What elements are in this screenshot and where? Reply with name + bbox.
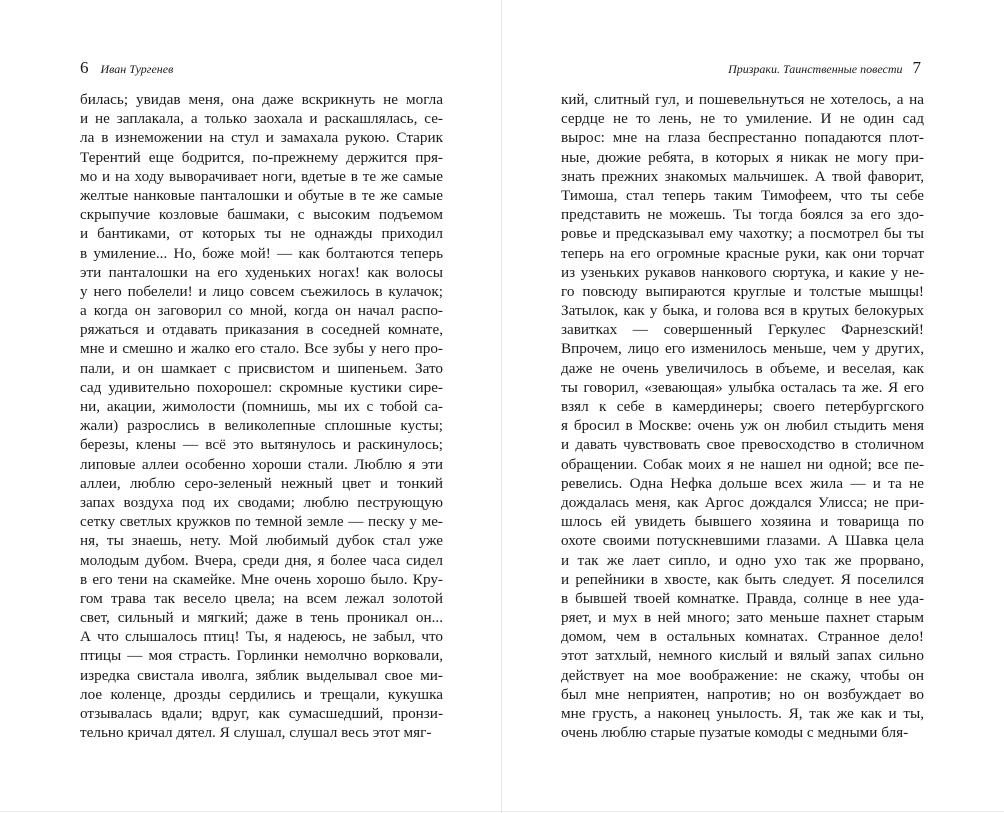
text-line: липовые аллеи особенно хороши стали. Люблю я эти (80, 455, 443, 473)
text-line: жали) разрослись в великолепные сплошные кусты; (80, 417, 443, 435)
text-line: знать прежних знакомых мальчишек. А твой фаворит, (561, 167, 924, 185)
text-line: и бантиками, от которых ты не однажды приходил (80, 225, 443, 243)
text-line: ни, акации, жимолости (помнишь, мы их с тобой са- (80, 398, 443, 415)
text-line: в умиление... Но, боже мой! — как болтаются теперь (80, 244, 443, 262)
right-page (502, 0, 1004, 813)
right-page-number: 7 (912, 58, 921, 77)
text-line: ня, ты знаешь, нету. Мой любимый дубок стал уже (80, 532, 443, 550)
text-line: теперь на его огромные красные руки, как они торчат (561, 244, 924, 262)
text-line: в его тени на скамейке. Мне очень хорошо было. Кру- (80, 570, 443, 588)
text-line: мне и смешно и жалко его стало. Все зубы у него про- (80, 340, 443, 358)
text-line: обращении. Собак моих я не нашел ни одной; все пе- (561, 455, 924, 473)
text-line: у него побелели! и лицо совсем съежилось в кулачок; (80, 282, 443, 300)
text-line: березы, клены — всё это вытянулось и раскинулось; (80, 436, 443, 454)
text-line: очень люблю старые пузатые комоды с медными бля- (561, 724, 909, 742)
left-page-header (80, 58, 173, 80)
right-page-header (728, 58, 921, 80)
text-line: эти панталошки на его худеньких ногах! как волосы (80, 263, 443, 281)
right-page-body-text (561, 90, 924, 742)
text-line: взял к себе в камердинеры; своего петербургского (561, 398, 924, 415)
text-line: и репейники в хвосте, как быть следует. Я поселился (561, 570, 924, 588)
text-line: и не заплакала, а только заохала и раскашлялась, се- (80, 110, 443, 128)
text-line: ты говорил, «зевающая» улыбка осталась та же. Я его (561, 378, 924, 396)
text-line: сетку светлых кружков по темной земле — песку у ме- (80, 513, 443, 531)
text-line: отзывалась вдали; вдруг, как сумасшедший, пронзи- (80, 705, 443, 722)
text-line: запах воздуха под их сводами; люблю пеструющую (80, 493, 443, 511)
text-line: даже не очень увеличилось в объеме, и веселая, как (561, 359, 924, 377)
left-page-number: 6 (80, 58, 89, 77)
text-line: мо и на ходу выворачивает ноги, вдетые в те же самые (80, 167, 443, 185)
text-line: молодым дубом. Вчера, среди дня, я более часа сидел (80, 551, 443, 569)
text-line: Терентий еще бодрится, по-прежнему держится пря- (80, 148, 443, 166)
text-line: шлось ей увидеть бывшего хозяина и товарища по (561, 513, 924, 531)
text-line: завитках — совершенный Геркулес Фарнезский! (561, 321, 924, 339)
text-line: охоте своими потускневшими глазами. А Шавка цела (561, 532, 924, 550)
text-line: этот затхлый, немного кислый и вялый запах сильно (561, 647, 924, 665)
text-line: ряжаться и отдавать приказания в соседней комнате, (80, 321, 443, 339)
text-line: действует на мое воображение: не скажу, чтобы он (561, 666, 924, 684)
text-line: и так же лает сипло, и одно ухо так же прорвано, (561, 551, 924, 569)
text-line: ровье и предсказывал ему чахотку; а посмотрел бы ты (561, 225, 924, 243)
text-line: желтые нанковые панталошки и обутые в те же самые (80, 186, 443, 204)
text-line: домом, чем в остальных комнатах. Странное дело! (561, 628, 924, 646)
text-line: из узеньких рукавов нанкового сюртука, и какие у не- (561, 263, 924, 281)
text-line: представить не можешь. Ты тогда боялся за его здо- (561, 206, 924, 224)
text-line: свет, сильный и мягкий; даже в тень проникал он... (80, 609, 443, 627)
text-line: тельно кричал дятел. Я слушал, слушал весь этот мяг- (80, 724, 432, 742)
text-line: лое коленце, дрозды сердились и трещали, кукушка (80, 685, 443, 703)
right-running-title: Призраки. Таинственные повести (728, 62, 903, 76)
text-line: вырос: мне на глаза беспрестанно попадаются плот- (561, 129, 924, 147)
text-line: птицы — моя страсть. Горлинки немолчно ворковали, (80, 647, 443, 665)
text-line: ные, дюжие ребята, в которых я никак не могу при- (561, 148, 924, 166)
text-line: го повсюду выпираются круглые и толстые мышцы! (561, 282, 924, 300)
left-page-body-text (80, 90, 443, 742)
text-line: Впрочем, лицо его изменилось меньше, чем у других, (561, 340, 924, 358)
text-line: ревелись. Одна Нефка дольше всех жила — и та не (561, 474, 924, 492)
text-line: дождалась меня, как Аргос дождался Улисса; не при- (561, 493, 924, 511)
left-page (0, 0, 501, 813)
text-line: я бросил в Москве: очень уж он любил стыдить меня (561, 417, 924, 435)
text-line: А что слышалось птиц! Ты, я надеюсь, не забыл, что (80, 628, 443, 646)
text-line: аллеи, люблю серо-зеленый нежный цвет и тонкий (80, 474, 443, 492)
text-line: Затылок, как у быка, и голова вся в крутых белокурых (561, 302, 924, 320)
text-line: ла в изнеможении на стул и замахала рукою. Старик (80, 129, 443, 147)
text-line: а когда он заговорил со мной, когда он начал распо- (80, 302, 443, 320)
text-line: билась; увидав меня, она даже вскрикнуть не могла (80, 91, 443, 108)
text-line: пали, и он шамкает с присвистом и шипеньем. Зато (80, 359, 443, 377)
text-line: скрыпучие козловые башмаки, с высоким подъемом (80, 206, 443, 224)
text-line: сад удивительно похорошел: скромные кустики сире- (80, 378, 443, 396)
left-running-title: Иван Тургенев (100, 62, 174, 76)
text-line: был мне неприятен, напротив; но он возбуждает во (561, 685, 924, 703)
text-line: кий, слитный гул, и пошевельнуться не хотелось, а на (561, 91, 924, 108)
text-line: в бывшей твоей комнатке. Правда, солнце в нее уда- (561, 589, 924, 607)
text-line: Тимоша, стал теперь таким Тимофеем, что ты себе (561, 186, 924, 204)
text-line: изредка свистала иволга, зяблик выделывал свое ми- (80, 666, 443, 684)
text-line: мне грусть, а наконец унылость. Я, так же как и ты, (561, 705, 924, 722)
text-line: гом трава так весело цвела; на всем лежал золотой (80, 589, 443, 607)
text-line: ряет, и мух в ней много; зато меньше пахнет старым (561, 609, 924, 627)
text-line: и давать чувствовать свое превосходство в столичном (561, 436, 924, 454)
text-line: сердце не то лень, не то умиление. И не один сад (561, 110, 924, 128)
page-bottom-edge (0, 811, 1004, 812)
